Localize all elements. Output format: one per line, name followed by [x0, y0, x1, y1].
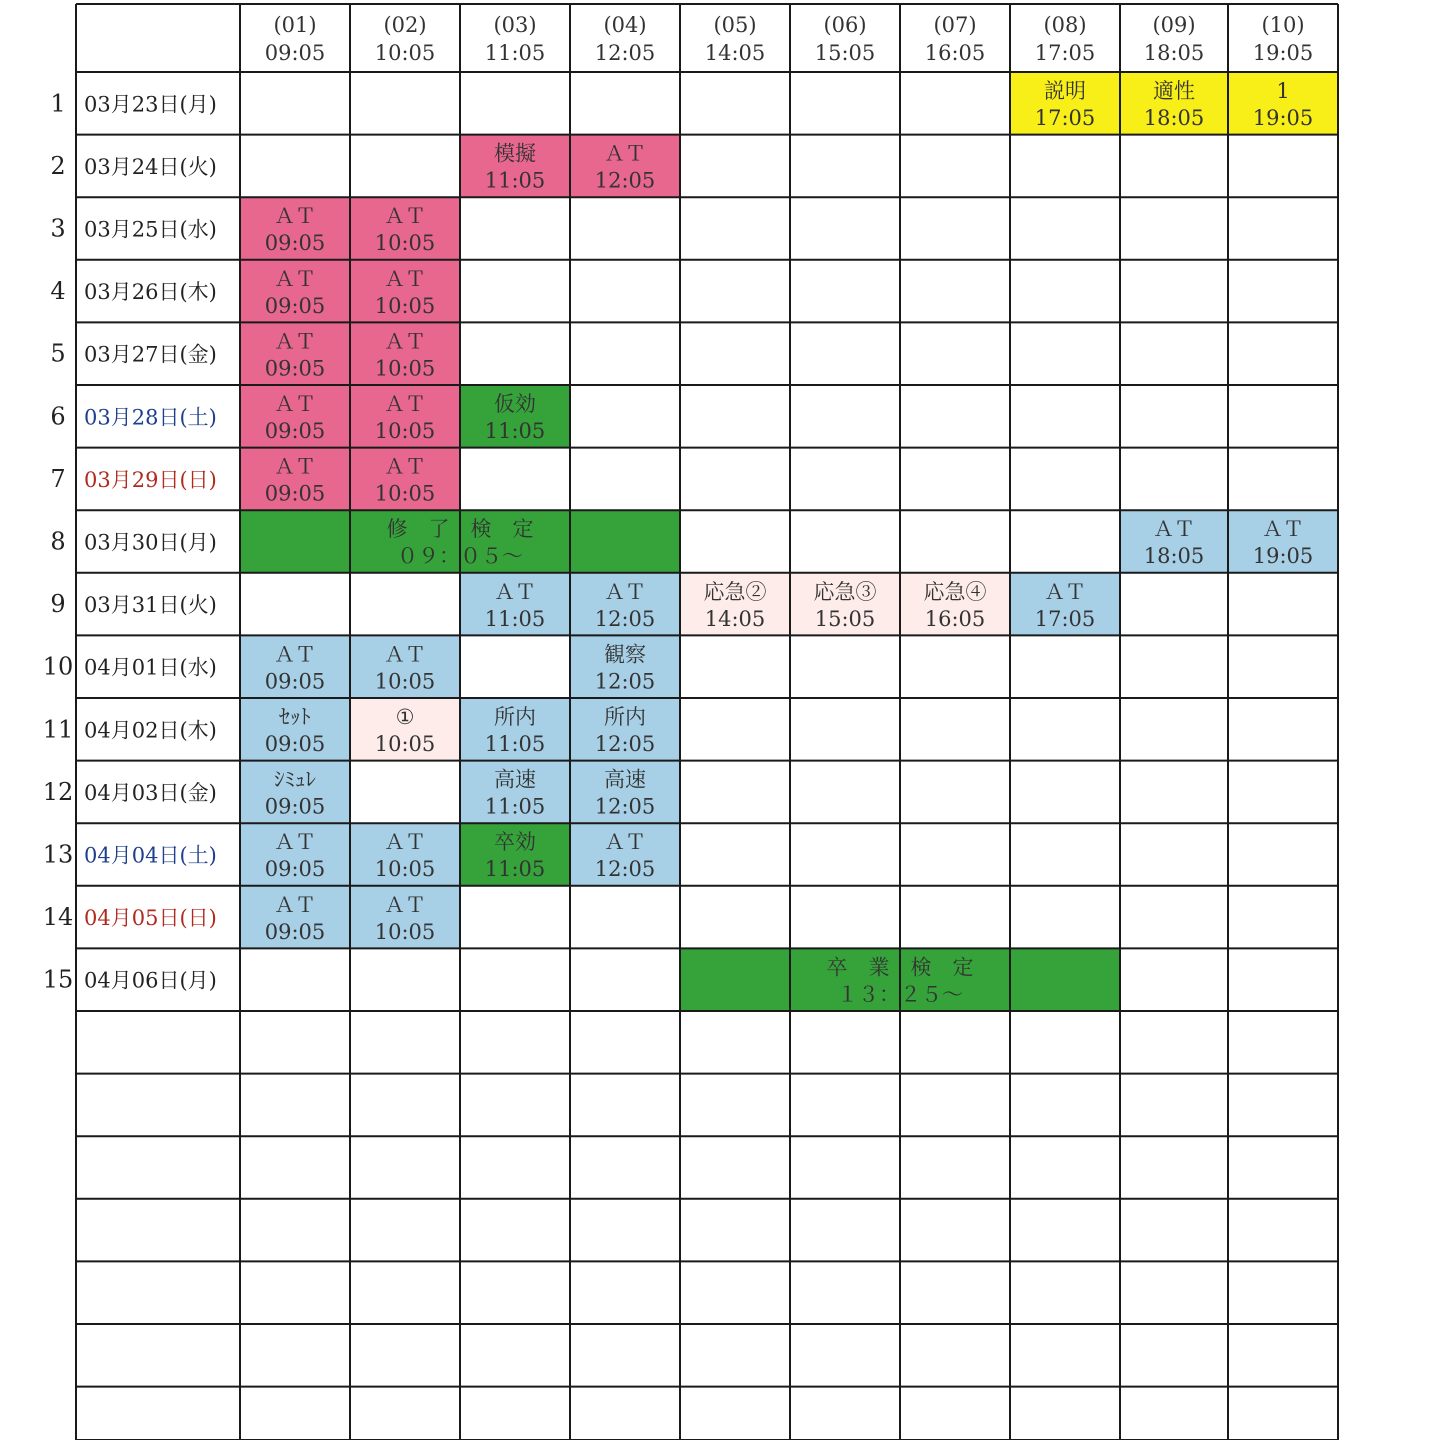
- exam-time: ０９：０５～: [397, 544, 523, 569]
- cell-time: 09:05: [264, 794, 326, 819]
- cell-label: ＡＴ: [384, 392, 426, 416]
- cell-time: 10:05: [374, 231, 436, 256]
- row-date: 03月27日(金): [84, 342, 217, 367]
- cell-label: ＡＴ: [274, 266, 316, 291]
- column-time: 09:05: [264, 41, 326, 65]
- cell-time: 10:05: [374, 419, 436, 443]
- cell-label: ①: [395, 705, 415, 729]
- cell-label: ＡＴ: [1044, 579, 1086, 604]
- cell-label: ＡＴ: [274, 892, 316, 917]
- cell-label: 応急②: [703, 579, 767, 604]
- column-number: (09): [1152, 13, 1196, 37]
- cell-label: ＡＴ: [384, 830, 426, 855]
- row-number: 6: [50, 402, 66, 431]
- row-date: 04月06日(月): [84, 968, 217, 993]
- cell-time: 10:05: [374, 732, 436, 756]
- cell-time: 09:05: [264, 919, 326, 944]
- cell-label: ＡＴ: [1262, 517, 1304, 542]
- column-number: (01): [273, 13, 317, 37]
- cell-time: 11:05: [484, 794, 546, 819]
- cell-time: 16:05: [924, 606, 986, 631]
- column-number: (06): [823, 13, 867, 37]
- cell-time: 12:05: [594, 606, 656, 631]
- cell-time: 12:05: [594, 857, 656, 882]
- cell-label: ＡＴ: [274, 830, 316, 855]
- row-number: 4: [50, 277, 66, 306]
- column-time: 15:05: [814, 41, 876, 65]
- column-time: 12:05: [594, 41, 656, 65]
- cell-label: ＡＴ: [1153, 517, 1195, 542]
- row-date: 04月04日(土): [84, 843, 217, 868]
- column-time: 18:05: [1143, 41, 1205, 65]
- cell-time: 11:05: [484, 606, 546, 631]
- cell-label: ＡＴ: [274, 454, 316, 479]
- cell-time: 10:05: [374, 481, 436, 506]
- cell-label: 適性: [1153, 79, 1195, 103]
- row-date: 04月05日(日): [84, 906, 217, 931]
- row-date: 03月30日(月): [84, 530, 217, 555]
- cell-label: ＡＴ: [604, 141, 646, 166]
- cell-time: 09:05: [264, 231, 326, 256]
- exam-time: １３：２５～: [837, 982, 963, 1007]
- row-number: 14: [42, 903, 74, 932]
- column-time: 10:05: [374, 41, 436, 65]
- cell-label: ＡＴ: [384, 329, 426, 354]
- cell-label: ＡＴ: [384, 204, 426, 229]
- cell-time: 09:05: [264, 419, 326, 443]
- column-time: 16:05: [924, 41, 986, 65]
- column-number: (03): [493, 13, 537, 37]
- cell-time: 10:05: [374, 919, 436, 944]
- row-date: 03月24日(火): [84, 154, 217, 179]
- row-number: 7: [50, 464, 66, 493]
- row-number: 15: [42, 965, 74, 994]
- row-date: 03月23日(月): [84, 92, 217, 117]
- cell-time: 18:05: [1143, 544, 1205, 569]
- row-number: 1: [50, 89, 66, 118]
- cell-time: 17:05: [1034, 606, 1096, 631]
- row-number: 10: [42, 652, 74, 681]
- cell-time: 11:05: [484, 857, 546, 882]
- cell-label: ＡＴ: [274, 329, 316, 354]
- row-date: 03月31日(火): [84, 593, 217, 618]
- cell-label: 説明: [1044, 79, 1086, 103]
- cell-time: 10:05: [374, 356, 436, 381]
- cell-label: 高速: [604, 767, 646, 792]
- cell-time: 19:05: [1252, 106, 1314, 130]
- cell-time: 10:05: [374, 293, 436, 318]
- cell-time: 12:05: [594, 732, 656, 756]
- cell-label: 1: [1276, 79, 1290, 103]
- column-time: 19:05: [1252, 41, 1314, 65]
- cell-label: 観察: [604, 642, 646, 667]
- cell-time: 09:05: [264, 481, 326, 506]
- column-number: (10): [1261, 13, 1305, 37]
- cell-label: ＡＴ: [384, 266, 426, 291]
- row-number: 11: [42, 715, 74, 744]
- column-number: (02): [383, 13, 427, 37]
- cell-label: 仮効: [494, 392, 536, 416]
- cell-label: 応急③: [813, 579, 877, 604]
- cell-time: 09:05: [264, 857, 326, 882]
- cell-label: ＡＴ: [384, 454, 426, 479]
- exam-label: 修 了 検 定: [386, 517, 534, 542]
- column-time: 14:05: [704, 41, 766, 65]
- cell-label: ＡＴ: [274, 204, 316, 229]
- cell-time: 14:05: [704, 606, 766, 631]
- cell-label: ＡＴ: [604, 830, 646, 855]
- cell-time: 11:05: [484, 168, 546, 193]
- cell-label: 高速: [494, 767, 536, 792]
- row-date: 04月01日(水): [84, 655, 217, 680]
- row-number: 2: [50, 151, 66, 180]
- cell-time: 17:05: [1034, 106, 1096, 130]
- row-date: 04月02日(木): [84, 718, 217, 743]
- row-date: 03月29日(日): [84, 467, 217, 492]
- cell-label: ＡＴ: [494, 579, 536, 604]
- cell-label: 応急④: [923, 579, 987, 604]
- cell-label: ＡＴ: [274, 642, 316, 667]
- row-number: 13: [42, 840, 74, 869]
- cell-label: ｼﾐｭﾚ: [274, 767, 316, 792]
- column-time: 11:05: [484, 41, 546, 65]
- row-number: 12: [42, 777, 74, 806]
- cell-time: 15:05: [814, 606, 876, 631]
- row-date: 03月25日(水): [84, 217, 217, 242]
- row-number: 5: [50, 339, 66, 368]
- column-number: (04): [603, 13, 647, 37]
- cell-time: 09:05: [264, 669, 326, 694]
- cell-label: ｾｯﾄ: [279, 705, 311, 729]
- cell-label: ＡＴ: [274, 392, 316, 416]
- cell-label: ＡＴ: [604, 579, 646, 604]
- cell-time: 12:05: [594, 794, 656, 819]
- row-date: 03月26日(木): [84, 280, 217, 305]
- row-number: 3: [50, 214, 66, 243]
- cell-time: 18:05: [1143, 106, 1205, 130]
- cell-time: 12:05: [594, 168, 656, 193]
- cell-time: 11:05: [484, 419, 546, 443]
- row-date: 03月28日(土): [84, 405, 217, 430]
- cell-time: 12:05: [594, 669, 656, 694]
- cell-time: 09:05: [264, 732, 326, 756]
- column-number: (05): [713, 13, 757, 37]
- cell-time: 19:05: [1252, 544, 1314, 569]
- cell-label: ＡＴ: [384, 642, 426, 667]
- cell-label: 所内: [604, 705, 646, 729]
- cell-time: 11:05: [484, 732, 546, 756]
- cell-time: 10:05: [374, 669, 436, 694]
- row-date: 04月03日(金): [84, 780, 217, 805]
- cell-label: ＡＴ: [384, 892, 426, 917]
- column-time: 17:05: [1034, 41, 1096, 65]
- cell-time: 09:05: [264, 293, 326, 318]
- column-number: (08): [1043, 13, 1087, 37]
- cell-time: 09:05: [264, 356, 326, 381]
- exam-label: 卒 業 検 定: [826, 955, 974, 980]
- row-number: 9: [50, 590, 66, 619]
- cell-label: 卒効: [494, 830, 536, 855]
- column-number: (07): [933, 13, 977, 37]
- cell-time: 10:05: [374, 857, 436, 882]
- cell-label: 所内: [494, 705, 536, 729]
- cell-label: 模擬: [494, 141, 536, 166]
- row-number: 8: [50, 527, 66, 556]
